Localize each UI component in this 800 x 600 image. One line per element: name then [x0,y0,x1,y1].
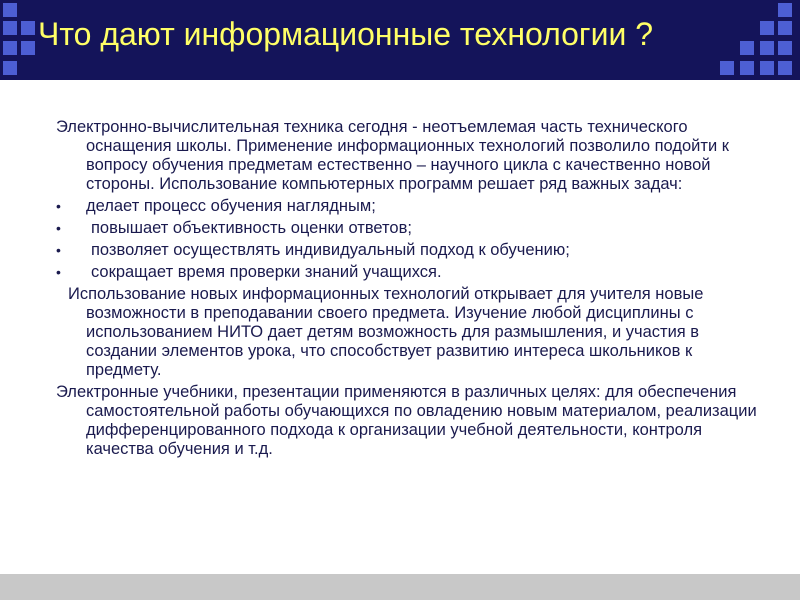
intro-paragraph: Электронно-вычислительная техника сегодня - неотъемлемая часть технического оснащения школы. Применение информационных технологий позволило подойти к вопросу обучения предметам естественно – научного цикла с качественно новой стороны. Использование компьютерных программ решает ряд важных задач: [56,118,729,193]
decor-square [760,41,774,55]
decor-square [778,41,792,55]
list-item [56,263,771,282]
bullet-icon: • [56,264,61,280]
decor-square [778,61,792,75]
task-list [56,197,771,282]
decor-square [740,61,754,75]
list-item-text: делает процесс обучения наглядным; [86,197,376,215]
bullet-icon: • [56,220,61,236]
decor-square [760,21,774,35]
footer-bar [0,574,800,600]
bullet-icon: • [56,242,61,258]
decor-square [3,21,17,35]
slide-header [0,0,800,80]
list-item [56,197,771,216]
decor-square [778,21,792,35]
technologies-paragraph: Использование новых информационных технологий открывает для учителя новые возможности в преподавании своего предмета. Изучение любой дисциплины с использованием НИТО дает детям возможность для размышления, и участия в создании элементов урока, что способствует развитию интереса школьников к предмету. [68,285,704,379]
decor-square [740,41,754,55]
slide-title: Что дают информационные технологии ? [38,16,654,52]
decor-square [21,41,35,55]
decor-square [3,41,17,55]
list-item [56,241,771,260]
list-item-text: позволяет осуществлять индивидуальный подход к обучению; [91,241,570,259]
decor-square [3,61,17,75]
decor-square [3,3,17,17]
decor-square [720,61,734,75]
e-textbooks-paragraph: Электронные учебники, презентации применяются в различных целях: для обеспечения самостоятельной работы обучающихся по овладению новым материалом, реализации дифференцированного подхода к организации учебной деятельности, контроля качества обучения и т.д. [56,383,757,458]
slide-body [56,118,771,462]
decor-square [778,3,792,17]
decor-square [760,61,774,75]
list-item [56,219,771,238]
list-item-text: сокращает время проверки знаний учащихся. [91,263,442,281]
bullet-icon: • [56,198,61,214]
list-item-text: повышает объективность оценки ответов; [91,219,412,237]
decor-square [21,21,35,35]
